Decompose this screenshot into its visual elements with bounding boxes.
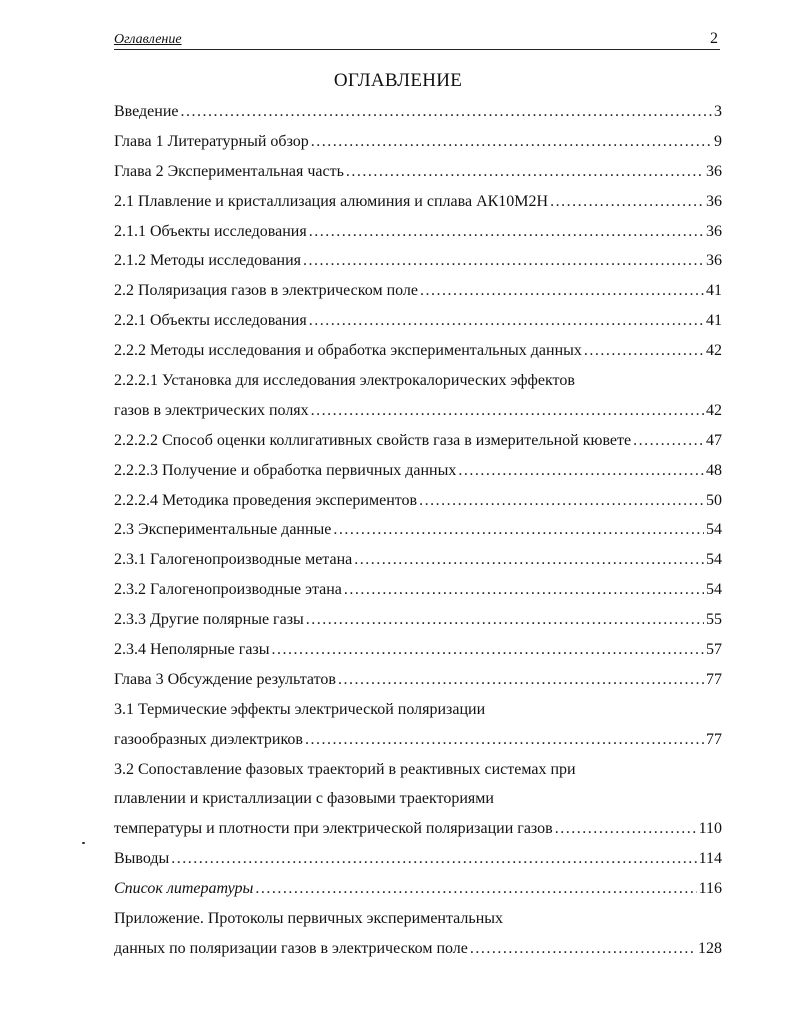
toc-entry-2-1-2[interactable] bbox=[114, 246, 722, 276]
leader-dots bbox=[303, 246, 704, 276]
toc-entry-page: 41 bbox=[706, 282, 722, 300]
leader-dots bbox=[171, 844, 696, 874]
toc-entry-page: 36 bbox=[706, 222, 722, 240]
leader-dots bbox=[420, 276, 704, 306]
toc-entry-label: 2.3.2 Галогенопроизводные этана bbox=[114, 581, 342, 599]
toc-entry-page: 48 bbox=[706, 461, 722, 479]
leader-dots bbox=[309, 217, 704, 247]
toc-entry-page: 77 bbox=[706, 670, 722, 688]
toc-entry-label: Глава 3 Обсуждение результатов bbox=[114, 670, 336, 688]
toc-entry-2-2-2-1[interactable] bbox=[114, 366, 722, 396]
toc-entry-label: 3.2 Сопоставление фазовых траекторий в реактивных системах при bbox=[114, 760, 576, 778]
scan-speck bbox=[82, 842, 85, 844]
leader-dots bbox=[305, 725, 704, 755]
toc-entry-2-3-1[interactable] bbox=[114, 545, 722, 575]
toc-entry-page: 55 bbox=[706, 611, 722, 629]
toc-entry-2-3-4[interactable] bbox=[114, 635, 722, 665]
toc-entry-label: 2.2.2.4 Методика проведения экспериментов bbox=[114, 491, 418, 509]
toc-entry-label: 2.3.1 Галогенопроизводные метана bbox=[114, 551, 353, 569]
toc-entry-page: 9 bbox=[714, 132, 722, 150]
toc-entry-label: температуры и плотности при электрической поляризации газов bbox=[114, 820, 553, 838]
toc-entry-3-2[interactable] bbox=[114, 755, 722, 785]
toc-entry-label: Глава 2 Экспериментальная часть bbox=[114, 162, 344, 180]
toc-entry-page: 3 bbox=[714, 103, 722, 120]
leader-dots bbox=[550, 187, 704, 217]
toc-entry-2-1-1[interactable] bbox=[114, 217, 722, 247]
toc-entry-label: 2.2.2 Методы исследования и обработка экспериментальных данных bbox=[114, 342, 582, 360]
leader-dots bbox=[470, 934, 696, 964]
toc-entry-2-2-2-4[interactable] bbox=[114, 486, 722, 516]
leader-dots bbox=[311, 396, 704, 426]
toc-entry-page: 36 bbox=[706, 162, 722, 180]
toc-entry-2-2-2[interactable] bbox=[114, 336, 722, 366]
toc-entry-2-2-2-1-cont[interactable] bbox=[114, 396, 722, 426]
leader-dots bbox=[181, 97, 713, 127]
leader-dots bbox=[306, 605, 704, 635]
toc-entry-label: 2.2.1 Объекты исследования bbox=[114, 312, 307, 330]
leader-dots bbox=[633, 426, 704, 456]
toc-entry-page: 36 bbox=[706, 252, 722, 270]
toc-entry-label: Глава 1 Литературный обзор bbox=[114, 132, 309, 150]
toc-entry-label: Выводы bbox=[114, 850, 170, 868]
toc-entry-label: 2.1 Плавление и кристаллизация алюминия и сплава АК10М2Н bbox=[114, 192, 549, 210]
toc-entry-2-2-2-2[interactable] bbox=[114, 426, 722, 456]
leader-dots bbox=[346, 157, 704, 187]
leader-dots bbox=[458, 456, 704, 486]
toc-entry-label: 2.1.2 Методы исследования bbox=[114, 252, 302, 270]
toc-entry-label: плавлении и кристаллизации с фазовыми траекториями bbox=[114, 790, 494, 808]
toc-entry-appendix[interactable] bbox=[114, 904, 722, 934]
toc-entry-page: 110 bbox=[698, 820, 722, 838]
toc-entry-conclusions[interactable] bbox=[114, 844, 722, 874]
toc-entry-label: 2.2 Поляризация газов в электрическом поле bbox=[114, 282, 418, 300]
table-of-contents bbox=[114, 97, 722, 964]
toc-entry-page: 41 bbox=[706, 312, 722, 330]
toc-entry-2-3-3[interactable] bbox=[114, 605, 722, 635]
toc-entry-2-3[interactable] bbox=[114, 515, 722, 545]
toc-entry-label: 2.2.2.1 Установка для исследования электрокалорических эффектов bbox=[114, 372, 575, 390]
toc-title: ОГЛАВЛЕНИЕ bbox=[333, 70, 463, 91]
toc-entry-label: 2.2.2.2 Способ оценки коллигативных свойств газа в измерительной кювете bbox=[114, 431, 632, 449]
running-header bbox=[114, 30, 720, 50]
toc-entry-page: 54 bbox=[706, 581, 722, 599]
toc-entry-2-2-2-3[interactable] bbox=[114, 456, 722, 486]
toc-entry-page: 47 bbox=[706, 431, 722, 449]
toc-entry-appendix-cont[interactable] bbox=[114, 934, 722, 964]
toc-entry-3-2-cont2[interactable] bbox=[114, 814, 722, 844]
toc-entry-label: Список литературы bbox=[114, 880, 254, 898]
toc-entry-2-2[interactable] bbox=[114, 276, 722, 306]
toc-entry-page: 50 bbox=[706, 491, 722, 509]
toc-entry-3-1-cont[interactable] bbox=[114, 725, 722, 755]
leader-dots bbox=[255, 874, 696, 904]
leader-dots bbox=[555, 814, 697, 844]
toc-entry-page: 128 bbox=[698, 939, 722, 957]
toc-entry-label: Приложение. Протоколы первичных экспериментальных bbox=[114, 910, 504, 928]
header-page-number: 2 bbox=[710, 30, 718, 47]
leader-dots bbox=[354, 545, 704, 575]
toc-entry-label: 2.3.3 Другие полярные газы bbox=[114, 611, 304, 629]
toc-entry-label: данных по поляризации газов в электрическом поле bbox=[114, 939, 468, 957]
toc-entry-3-1[interactable] bbox=[114, 695, 722, 725]
toc-entry-page: 116 bbox=[698, 880, 722, 898]
leader-dots bbox=[584, 336, 704, 366]
toc-entry-3-2-cont[interactable] bbox=[114, 784, 722, 814]
leader-dots bbox=[344, 575, 704, 605]
toc-entry-2-3-2[interactable] bbox=[114, 575, 722, 605]
toc-entry-label: газов в электрических полях bbox=[114, 401, 309, 419]
toc-entry-page: 54 bbox=[706, 551, 722, 569]
toc-entry-page: 42 bbox=[706, 401, 722, 419]
leader-dots bbox=[333, 515, 704, 545]
leader-dots bbox=[419, 486, 704, 516]
toc-entry-2-2-1[interactable] bbox=[114, 306, 722, 336]
toc-entry-introduction[interactable] bbox=[114, 97, 722, 127]
header-title: Оглавление bbox=[114, 32, 182, 47]
toc-entry-page: 114 bbox=[698, 850, 722, 868]
toc-entry-label: 2.3.4 Неполярные газы bbox=[114, 641, 270, 659]
toc-entry-chapter-3[interactable] bbox=[114, 665, 722, 695]
toc-entry-page: 57 bbox=[706, 641, 722, 659]
toc-entry-page: 54 bbox=[706, 521, 722, 539]
toc-entry-label: 2.2.2.3 Получение и обработка первичных данных bbox=[114, 461, 457, 479]
toc-entry-references[interactable] bbox=[114, 874, 722, 904]
leader-dots bbox=[311, 127, 712, 157]
leader-dots bbox=[309, 306, 704, 336]
toc-entry-2-1[interactable] bbox=[114, 187, 722, 217]
toc-entry-label: Введение bbox=[114, 103, 179, 120]
toc-entry-chapter-1[interactable] bbox=[114, 127, 722, 157]
toc-entry-label: 3.1 Термические эффекты электрической поляризации bbox=[114, 700, 486, 718]
toc-entry-label: 2.3 Экспериментальные данные bbox=[114, 521, 332, 539]
toc-entry-page: 42 bbox=[706, 342, 722, 360]
leader-dots bbox=[272, 635, 705, 665]
toc-entry-page: 77 bbox=[706, 730, 722, 748]
leader-dots bbox=[338, 665, 704, 695]
toc-entry-page: 36 bbox=[706, 192, 722, 210]
toc-entry-label: газообразных диэлектриков bbox=[114, 730, 303, 748]
toc-entry-chapter-2[interactable] bbox=[114, 157, 722, 187]
toc-entry-label: 2.1.1 Объекты исследования bbox=[114, 222, 307, 240]
